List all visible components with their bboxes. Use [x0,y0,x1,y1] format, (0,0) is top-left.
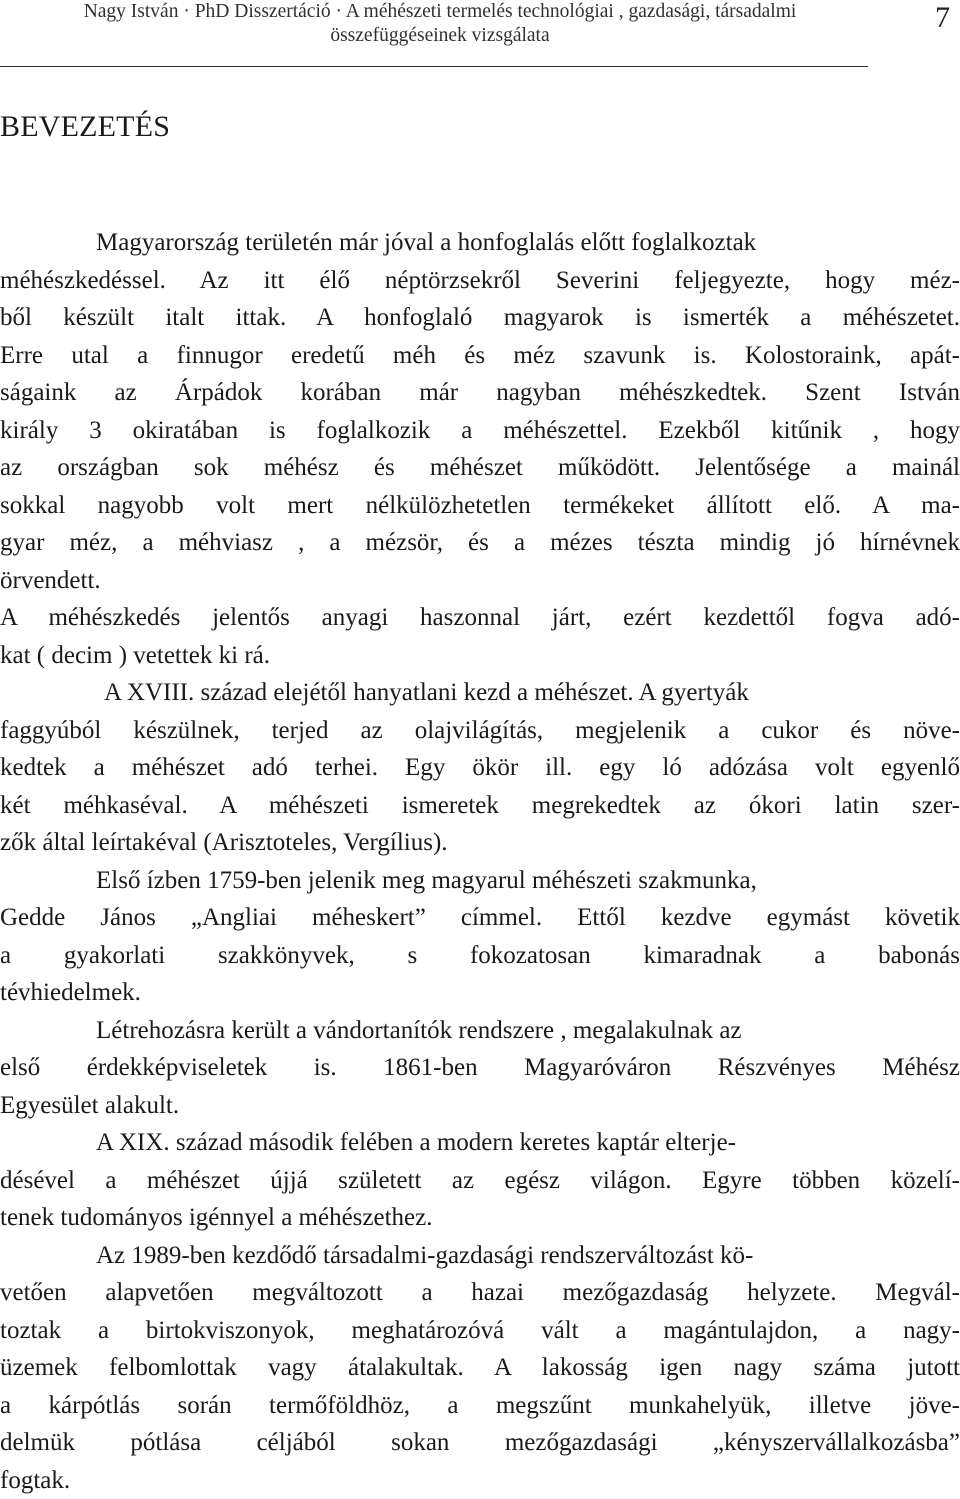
text-line: A méhészkedés jelentős anyagi haszonnal járt, ezért kezdettől fogva adó- [0,599,960,637]
running-header [0,0,880,48]
text-line: király 3 okiratában is foglalkozik a méhészettel. Ezekből kitűnik , hogy [0,412,960,450]
text-line: kedtek a méhészet adó terhei. Egy ökör ill. egy ló adózása volt egyenlő [0,749,960,787]
text-line: tévhiedelmek. [0,974,960,1012]
text-line: tenek tudományos igénnyel a méhészethez. [0,1199,960,1237]
text-line: désével a méhészet újjá született az egész világon. Egyre többen közelí- [0,1162,960,1200]
text-line: zők által leírtakéval (Arisztoteles, Vergílius). [0,824,960,862]
text-line: toztak a birtokviszonyok, meghatározóvá vált a magántulajdon, a nagy- [0,1312,960,1350]
text-line: üzemek felbomlottak vagy átalakultak. A lakosság igen nagy száma jutott [0,1349,960,1387]
text-line: fogtak. [0,1462,960,1499]
text-line: ságaink az Árpádok korában már nagyban méhészkedtek. Szent István [0,374,960,412]
text-line: faggyúból készülnek, terjed az olajvilágítás, megjelenik a cukor és növe- [0,712,960,750]
running-title-line-2: összefüggéseinek vizsgálata [0,24,880,48]
text-line: kat ( decim ) vetettek ki rá. [0,637,960,675]
text-line: a kárpótlás során termőföldhöz, a megszűnt munkahelyük, illetve jöve- [0,1387,960,1425]
header-divider [0,66,868,67]
text-line: sokkal nagyobb volt mert nélkülözhetetlen termékeket állított elő. A ma- [0,487,960,525]
text-line: Egyesület alakult. [0,1087,960,1125]
text-line: méhészkedéssel. Az itt élő néptörzsekről Severini feljegyezte, hogy méz- [0,262,960,300]
text-line: első érdekképviseletek is. 1861-ben Magyaróváron Részvényes Méhész [0,1049,960,1087]
text-line: Gedde János „Angliai méheskert” címmel. Ettől kezdve egymást követik [0,899,960,937]
running-title-line-1: Nagy István · PhD Disszertáció · A méhészeti termelés technológiai , gazdasági, társadalmi [0,0,880,24]
text-line: a gyakorlati szakkönyvek, s fokozatosan kimaradnak a babonás [0,937,960,975]
text-line: vetően alapvetően megváltozott a hazai mezőgazdaság helyzete. Megvál- [0,1274,960,1312]
text-line: Erre utal a finnugor eredetű méh és méz szavunk is. Kolostoraink, apát- [0,337,960,375]
text-line: delmük pótlása céljából sokan mezőgazdasági „kényszervállalkozásba” [0,1424,960,1462]
text-line: ből készült italt ittak. A honfoglaló magyarok is ismerték a méhészetet. [0,299,960,337]
text-line: örvendett. [0,562,960,600]
section-heading: BEVEZETÉS [0,112,170,142]
text-line: Első ízben 1759-ben jelenik meg magyarul méhészeti szakmunka, [0,862,960,900]
text-line: két méhkaséval. A méhészeti ismeretek megrekedtek az ókori latin szer- [0,787,960,825]
text-line: Létrehozásra került a vándortanítók rendszere , megalakulnak az [0,1012,960,1050]
page-number: 7 [935,0,950,36]
body-text [0,224,960,1499]
text-line: A XVIII. század elejétől hanyatlani kezd a méhészet. A gyertyák [0,674,960,712]
text-line: Az 1989-ben kezdődő társadalmi-gazdasági rendszerváltozást kö- [0,1237,960,1275]
text-line: Magyarország területén már jóval a honfoglalás előtt foglalkoztak [0,224,960,262]
text-line: gyar méz, a méhviasz , a mézsör, és a mézes tészta mindig jó hírnévnek [0,524,960,562]
text-line: A XIX. század második felében a modern keretes kaptár elterje- [0,1124,960,1162]
text-line: az országban sok méhész és méhészet működött. Jelentősége a mainál [0,449,960,487]
